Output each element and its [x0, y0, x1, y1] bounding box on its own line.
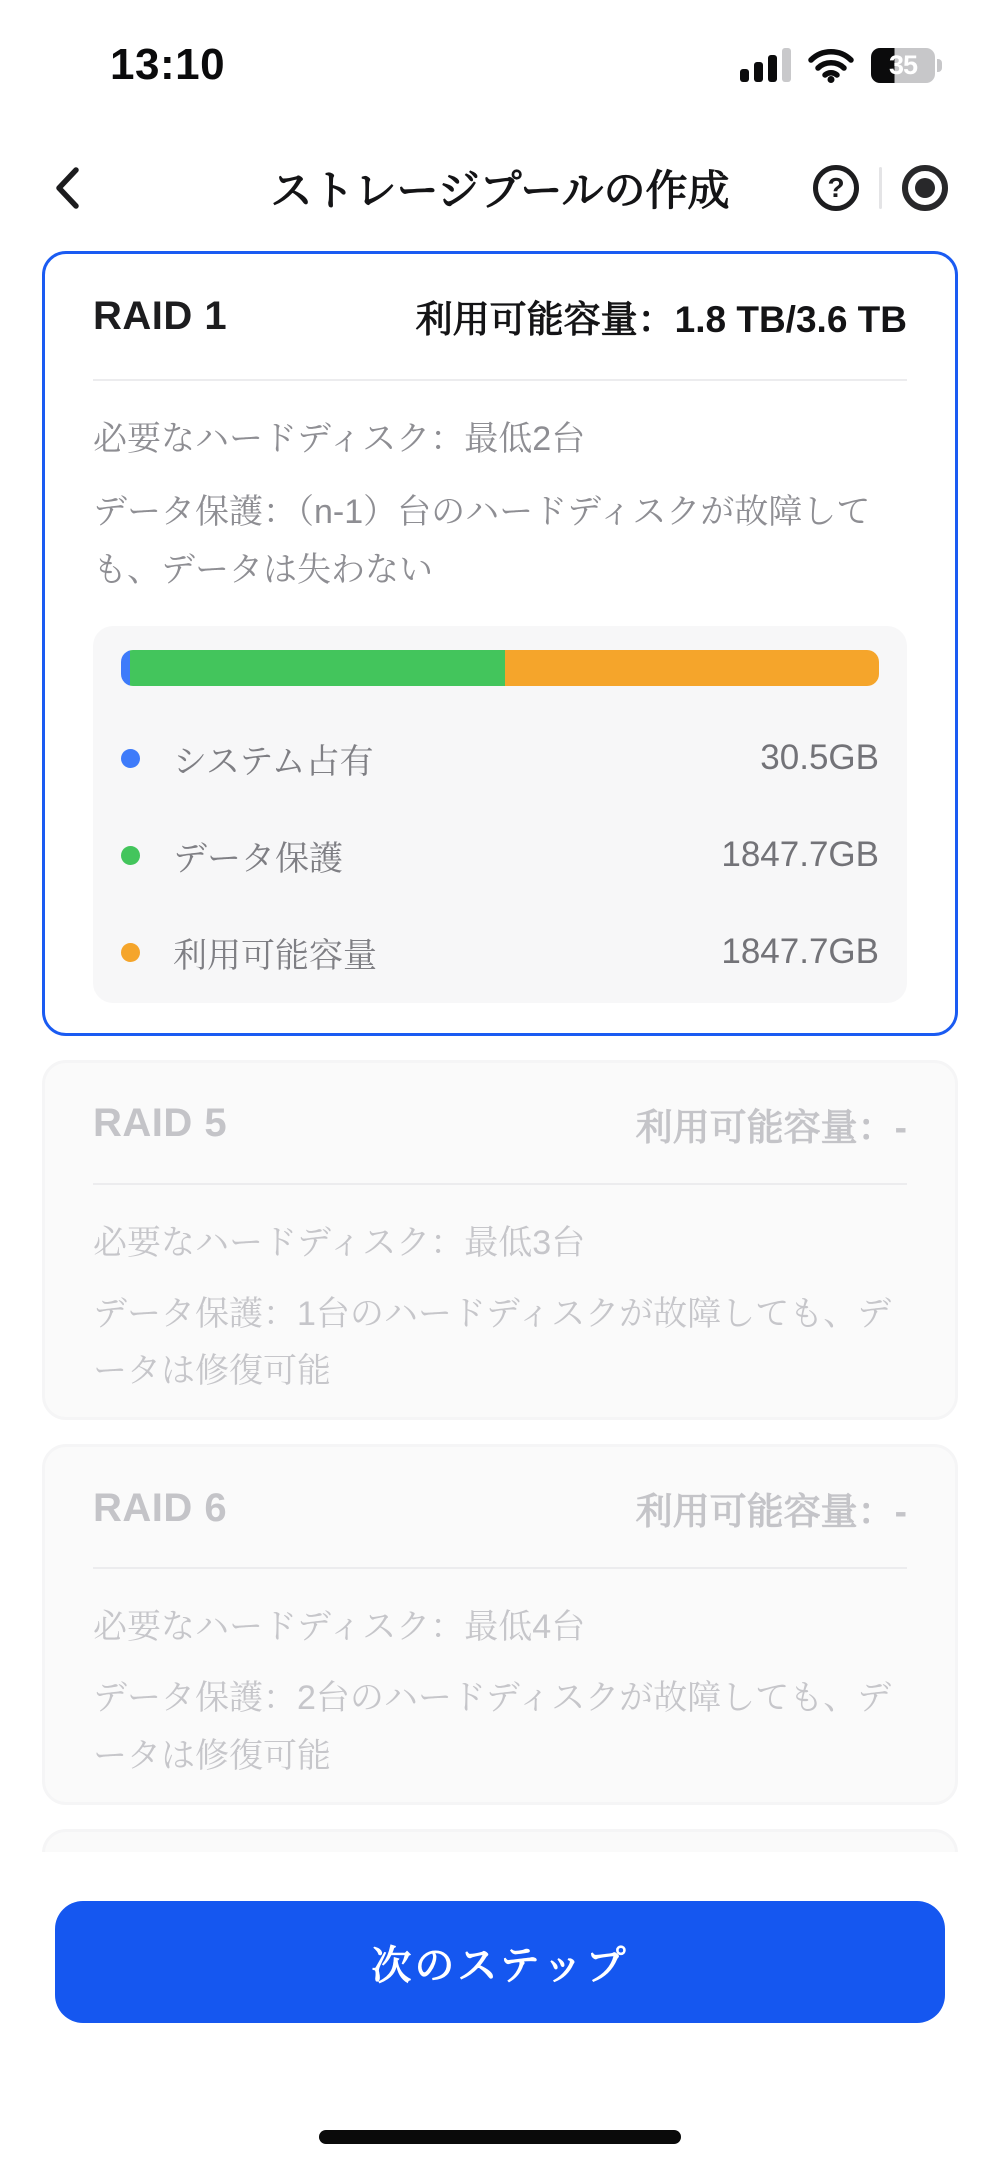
legend-label: データ保護 — [173, 839, 343, 878]
nav-bar — [0, 150, 1000, 226]
raid-option-raid1[interactable] — [42, 251, 958, 1036]
available-capacity: 利用可能容量：- — [635, 1106, 907, 1148]
cellular-signal-icon — [740, 48, 791, 82]
raid-name: RAID 6 — [93, 1485, 228, 1530]
data-protection-info: データ保護：1台のハードディスクが故障しても、データは修復可能 — [93, 1294, 892, 1391]
record-circle-icon — [902, 165, 948, 211]
legend-label: 利用可能容量 — [173, 936, 377, 975]
question-mark-circle-icon: ? — [813, 165, 859, 211]
battery-cap — [937, 59, 942, 72]
battery-percent-label: 35 — [888, 49, 918, 80]
divider — [93, 1183, 907, 1185]
footer — [0, 1852, 1000, 2164]
card-header — [93, 1097, 907, 1151]
record-button[interactable] — [902, 165, 948, 211]
legend-value: 1847.7GB — [721, 835, 879, 875]
raid-option-raid5[interactable] — [42, 1060, 958, 1421]
required-disks: 必要なハードディスク：最低3台 — [93, 1223, 586, 1262]
nav-divider — [879, 167, 882, 209]
data-protection-info: データ保護：2台のハードディスクが故障しても、データは修復可能 — [93, 1679, 892, 1775]
chevron-left-icon — [52, 166, 82, 210]
nav-actions — [813, 165, 948, 211]
required-disks: 必要なハードディスク：最低4台 — [93, 1608, 586, 1647]
card-header — [93, 1481, 907, 1535]
bar-segment-protection — [130, 650, 504, 686]
home-indicator[interactable] — [319, 2130, 681, 2144]
blue-dot-icon — [121, 749, 140, 768]
legend-row-system — [121, 734, 879, 783]
clock: 13:10 — [110, 40, 226, 89]
raid-option-raid6[interactable] — [42, 1444, 958, 1805]
divider — [93, 1567, 907, 1569]
legend-row-protection — [121, 831, 879, 880]
wifi-icon — [807, 47, 855, 83]
green-dot-icon — [121, 846, 140, 865]
card-header — [93, 289, 907, 343]
capacity-bar — [121, 650, 879, 686]
status-icons — [740, 47, 942, 83]
legend-value: 1847.7GB — [721, 932, 879, 972]
raid-name: RAID 5 — [93, 1101, 228, 1146]
legend-label: システム占有 — [173, 742, 374, 781]
bar-segment-system — [121, 650, 130, 686]
page-title: ストレージプールの作成 — [270, 167, 730, 214]
required-disks: 必要なハードディスク：最低2台 — [93, 420, 586, 458]
available-capacity: 利用可能容量：- — [635, 1491, 907, 1533]
battery-icon — [871, 48, 942, 83]
bar-segment-available — [505, 650, 879, 686]
orange-dot-icon — [121, 943, 140, 962]
raid-option-list — [0, 226, 1000, 2074]
data-protection-info: データ保護：（n-1）台のハードディスクが故障しても、データは失わない — [93, 493, 871, 589]
capacity-breakdown-panel — [93, 626, 907, 1003]
available-capacity: 利用可能容量：1.8 TB/3.6 TB — [415, 299, 907, 340]
divider — [93, 379, 907, 381]
next-step-button[interactable]: 次のステップ — [55, 1901, 945, 2023]
help-button[interactable] — [813, 165, 859, 211]
raid-name: RAID 1 — [93, 293, 228, 338]
battery-level — [871, 48, 935, 83]
legend-row-available — [121, 928, 879, 977]
back-button[interactable] — [52, 166, 82, 210]
legend-value: 30.5GB — [760, 738, 879, 778]
status-bar — [0, 0, 1000, 88]
